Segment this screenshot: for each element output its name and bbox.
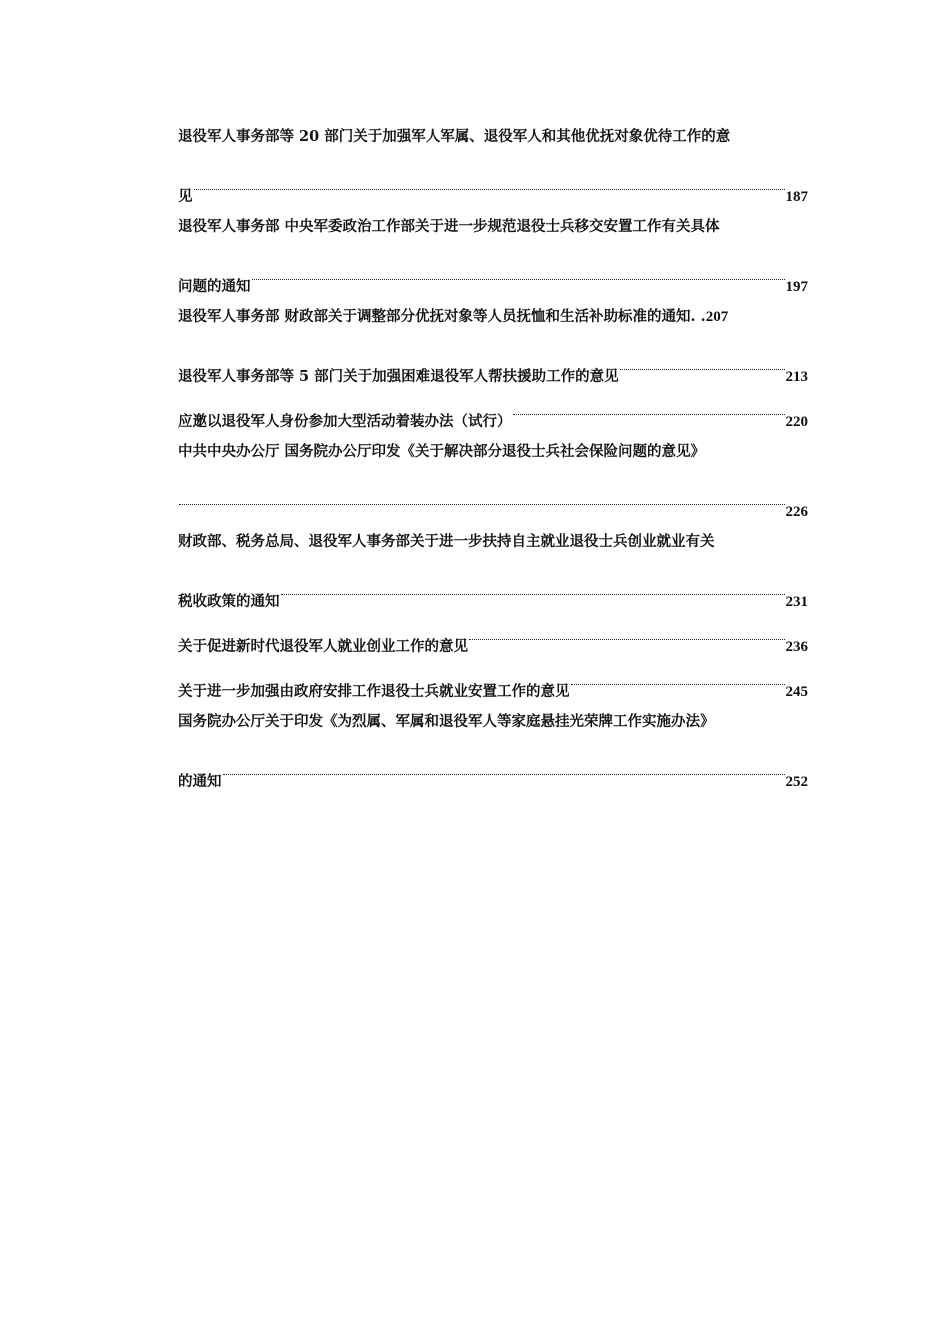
toc-entry-title: 退役军人事务部等 20 部门关于加强军人军属、退役军人和其他优抚对象优待工作的意: [178, 128, 731, 145]
toc-entry-title: 中共中央办公厅 国务院办公厅印发《关于解决部分退役士兵社会保险问题的意见》: [178, 443, 706, 460]
dot-leader: [179, 478, 785, 516]
toc-entry-title: 退役军人事务部等 5 部门关于加强困难退役军人帮扶援助工作的意见: [178, 368, 619, 385]
toc-entry-title: 应邀以退役军人身份参加大型活动着装办法（试行）: [178, 413, 512, 430]
toc-entry[interactable]: [178, 208, 808, 298]
toc-entry[interactable]: [178, 703, 808, 793]
toc-page-number: 245: [785, 684, 808, 700]
toc-entry-title-continued: 的通知: [178, 773, 222, 790]
toc-entry[interactable]: [178, 658, 808, 703]
toc-entry-title: 关于进一步加强由政府安排工作退役士兵就业安置工作的意见: [178, 683, 570, 700]
toc-entry-title-continued: 税收政策的通知: [178, 593, 280, 610]
dot-leader: [571, 658, 785, 696]
toc-entry-title: 关于促进新时代退役军人就业创业工作的意见: [178, 638, 468, 655]
toc-entry[interactable]: [178, 613, 808, 658]
toc-page-number: 220: [785, 414, 808, 430]
toc-entry-title: 国务院办公厅关于印发《为烈属、军属和退役军人等家庭悬挂光荣牌工作实施办法》: [178, 713, 715, 730]
toc-entry[interactable]: [178, 298, 808, 343]
dot-leader: [194, 163, 785, 201]
toc-page-number: 236: [785, 639, 808, 655]
dot-leader: [252, 253, 785, 291]
dot-leader: [469, 613, 785, 651]
toc-entry-title: 财政部、税务总局、退役军人事务部关于进一步扶持自主就业退役士兵创业就业有关: [178, 533, 715, 550]
toc-page-number: 231: [785, 594, 808, 610]
toc-entry[interactable]: [178, 118, 808, 208]
dot-leader: [223, 748, 785, 786]
toc-entry[interactable]: [178, 343, 808, 388]
toc-page-number: 187: [785, 189, 808, 205]
toc-entry-title: 退役军人事务部 中央军委政治工作部关于进一步规范退役士兵移交安置工作有关具体: [178, 218, 720, 235]
toc-page-number: 207: [705, 309, 729, 325]
dot-leader: [620, 343, 785, 381]
toc-page-number: 213: [785, 369, 808, 385]
toc-entry-title-continued: 问题的通知: [178, 278, 251, 295]
toc-entry-title: 退役军人事务部 财政部关于调整部分优抚对象等人员抚恤和生活补助标准的通知. .: [178, 308, 706, 325]
toc-entry-title-continued: 见: [178, 188, 193, 205]
dot-leader: [513, 388, 785, 426]
toc-entry[interactable]: [178, 523, 808, 613]
table-of-contents: [178, 118, 808, 793]
dot-leader: [281, 568, 785, 606]
toc-page-number: 226: [785, 504, 808, 520]
toc-page-number: 197: [785, 279, 808, 295]
toc-page-number: 252: [785, 774, 808, 790]
toc-entry[interactable]: [178, 433, 808, 523]
toc-entry[interactable]: [178, 388, 808, 433]
